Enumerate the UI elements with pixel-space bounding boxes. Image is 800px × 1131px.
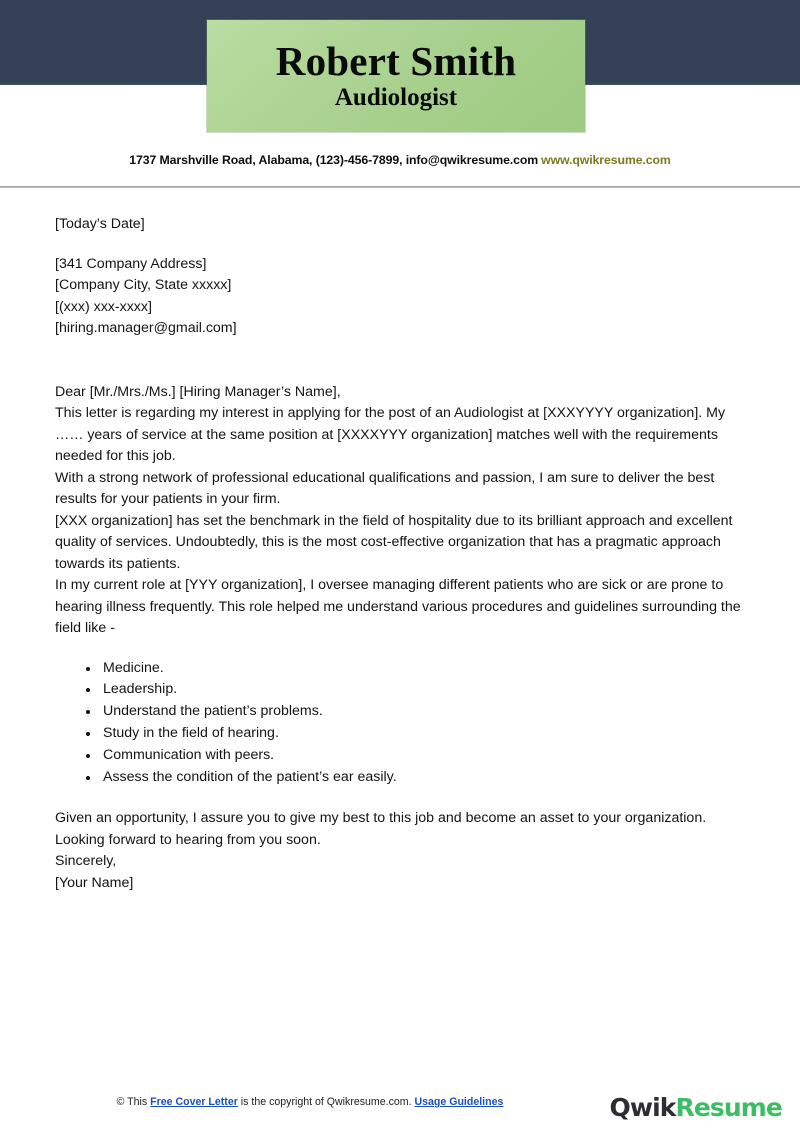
signature-name: [Your Name] xyxy=(55,874,134,891)
list-item: Assess the condition of the patient’s ear easily. xyxy=(103,767,741,788)
applicant-job-title: Audiologist xyxy=(334,83,458,111)
paragraph-1: This letter is regarding my interest in applying for the post of an Audiologist at [XXXYYYY organization]. My …… years of service at the same position at [XXXXYYY organization] matches well with the requirements needed for this job. xyxy=(55,405,726,464)
recipient-email: [hiring.manager@gmail.com] xyxy=(55,320,237,336)
recipient-phone: [(xxx) xxx-xxxx] xyxy=(55,298,152,315)
recipient-address-line: [341 Company Address] xyxy=(55,255,207,272)
website-link[interactable]: www.qwikresume.com xyxy=(541,153,671,167)
list-item: Understand the patient’s problems. xyxy=(103,701,741,722)
recipient-address-block xyxy=(55,254,741,340)
free-cover-letter-link[interactable]: Free Cover Letter xyxy=(150,1096,238,1108)
paragraph-6: Looking forward to hearing from you soon. xyxy=(55,831,321,848)
logo-text-resume: Resume xyxy=(675,1093,782,1122)
letter-body xyxy=(55,214,741,894)
paragraph-4: In my current role at [YYY organization], I oversee managing different patients who are sick or are prone to hearing illness frequently. This role helped me understand various procedures and guidelines surrounding the field like - xyxy=(55,577,741,636)
paragraph-5: Given an opportunity, I assure you to give my best to this job and become an asset to your organization. xyxy=(55,810,707,827)
paragraph-3: [XXX organization] has set the benchmark in the field of hospitality due to its brilliant approach and excellent quality of services. Undoubtedly, this is the most cost-effective organization that has a pragmatic approach towards its patients. xyxy=(55,512,733,572)
closing-block xyxy=(55,851,741,894)
qwikresume-logo[interactable] xyxy=(610,1088,782,1128)
footer-copyright-middle: is the copyright of Qwikresume.com. xyxy=(237,1096,415,1108)
sign-off: Sincerely, xyxy=(55,853,117,870)
logo-text-qwik: Qwik xyxy=(609,1093,676,1122)
list-item: Communication with peers. xyxy=(103,745,741,766)
contact-details: 1737 Marshville Road, Alabama, (123)-456-7899, info@qwikresume.com xyxy=(129,153,539,167)
paragraph-2: With a strong network of professional educational qualifications and passion, I am sure to deliver the best results for your patients in your firm. xyxy=(55,469,715,507)
document-header xyxy=(0,0,800,188)
date-block xyxy=(55,214,741,236)
contact-line xyxy=(0,153,800,167)
footer-copyright xyxy=(0,1096,620,1108)
header-divider xyxy=(0,186,800,188)
list-item: Study in the field of hearing. xyxy=(103,723,741,744)
list-item: Medicine. xyxy=(103,658,741,679)
usage-guidelines-link[interactable]: Usage Guidelines xyxy=(414,1096,504,1108)
document-footer xyxy=(0,1088,800,1131)
todays-date: [Today’s Date] xyxy=(55,216,145,232)
salutation: Dear [Mr./Mrs./Ms.] [Hiring Manager’s Name], xyxy=(55,383,341,400)
applicant-name: Robert Smith xyxy=(275,37,517,84)
name-plate xyxy=(207,20,585,132)
list-item: Leadership. xyxy=(103,679,741,700)
skills-list xyxy=(55,658,741,789)
recipient-city-state-zip: [Company City, State xxxxx] xyxy=(55,277,232,293)
footer-copyright-prefix: © This xyxy=(116,1096,151,1108)
